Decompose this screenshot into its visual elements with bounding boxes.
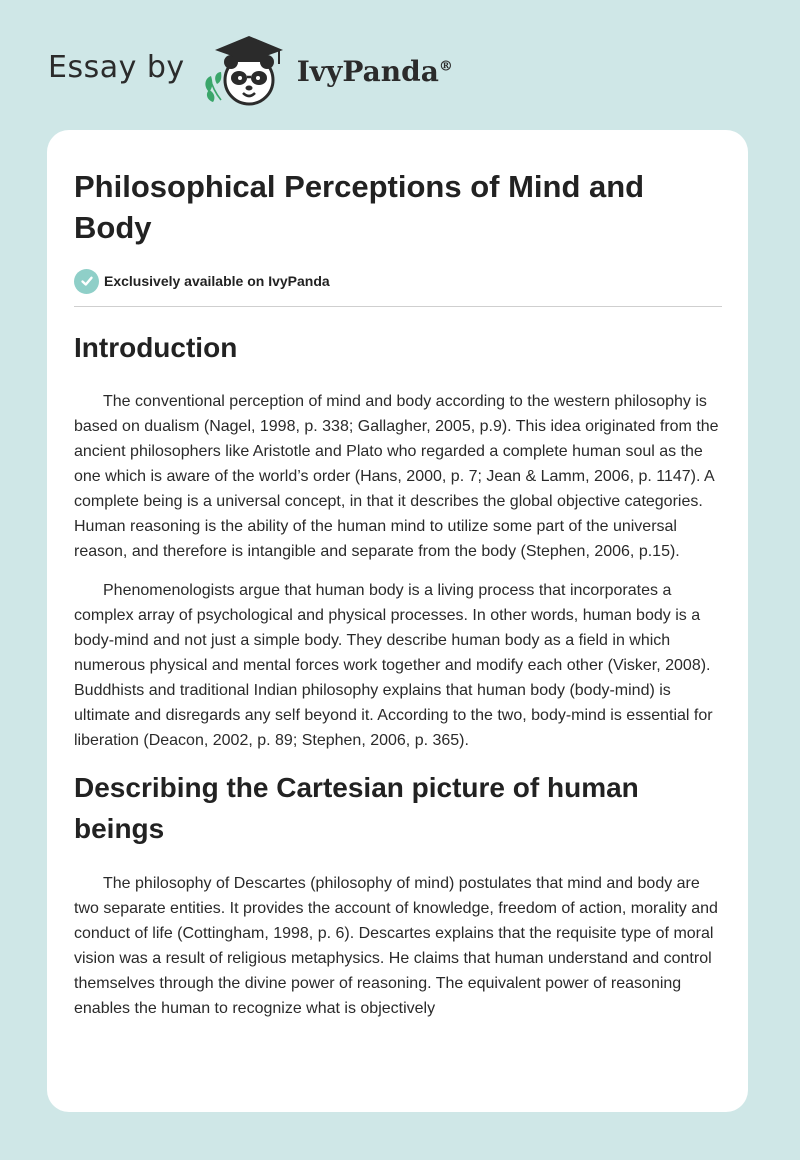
exclusive-text: Exclusively available on IvyPanda [104, 273, 330, 289]
brand-name: IvyPanda® [296, 54, 453, 88]
essay-by-label: Essay by [48, 49, 185, 85]
title-divider [74, 306, 722, 307]
site-header [48, 30, 453, 110]
paragraph: The conventional perception of mind and body according to the western philosophy is based on dualism (Nagel, 1998, p. 338; Gallagher, 2005, p.9). This idea originated from the ancient philosophers like Aristotle and Plato who regarded a complete human soul as the one which is aware of the world’s order (Hans, 2000, p. 7; Jean & Lamm, 2006, p. 1147). A complete being is a universal concept, in that it describes the global objective categories. Human reasoning is the ability of the human mind to utilize some part of the universal reason, and therefore is intangible and separate from the body (Stephen, 2006, p.15). [74, 393, 719, 560]
article-card [47, 130, 748, 1112]
section-heading-introduction: Introduction [74, 332, 238, 363]
panda-logo-icon [199, 30, 291, 110]
article-title: Philosophical Perceptions of Mind and Body [74, 169, 645, 245]
paragraph: Phenomenologists argue that human body is a living process that incorporates a complex array of psychological and physical processes. In other words, human body is a body-mind and not just a simple body. They describe human body as a field in which numerous physical and mental forces work together and modify each other (Visker, 2008). Buddhists and traditional Indian philosophy explains that human body (body-mind) is ultimate and disregards any self beyond it. According to the two, body-mind is essential for liberation (Deacon, 2002, p. 89; Stephen, 2006, p. 365). [74, 582, 713, 749]
exclusive-badge [74, 268, 722, 294]
section-heading-cartesian: Describing the Cartesian picture of human beings [74, 772, 639, 844]
paragraph: The philosophy of Descartes (philosophy of mind) postulates that mind and body are two separate entities. It provides the account of knowledge, freedom of action, morality and conduct of life (Cottingham, 1998, p. 6). Descartes explains that the requisite type of moral vision was a result of religious metaphysics. He claims that human understand and control themselves through the divine power of reasoning. The equivalent power of reasoning enables the human to recognize what is objectively [74, 875, 718, 1017]
check-icon [74, 269, 99, 294]
ivypanda-logo[interactable] [199, 30, 453, 110]
